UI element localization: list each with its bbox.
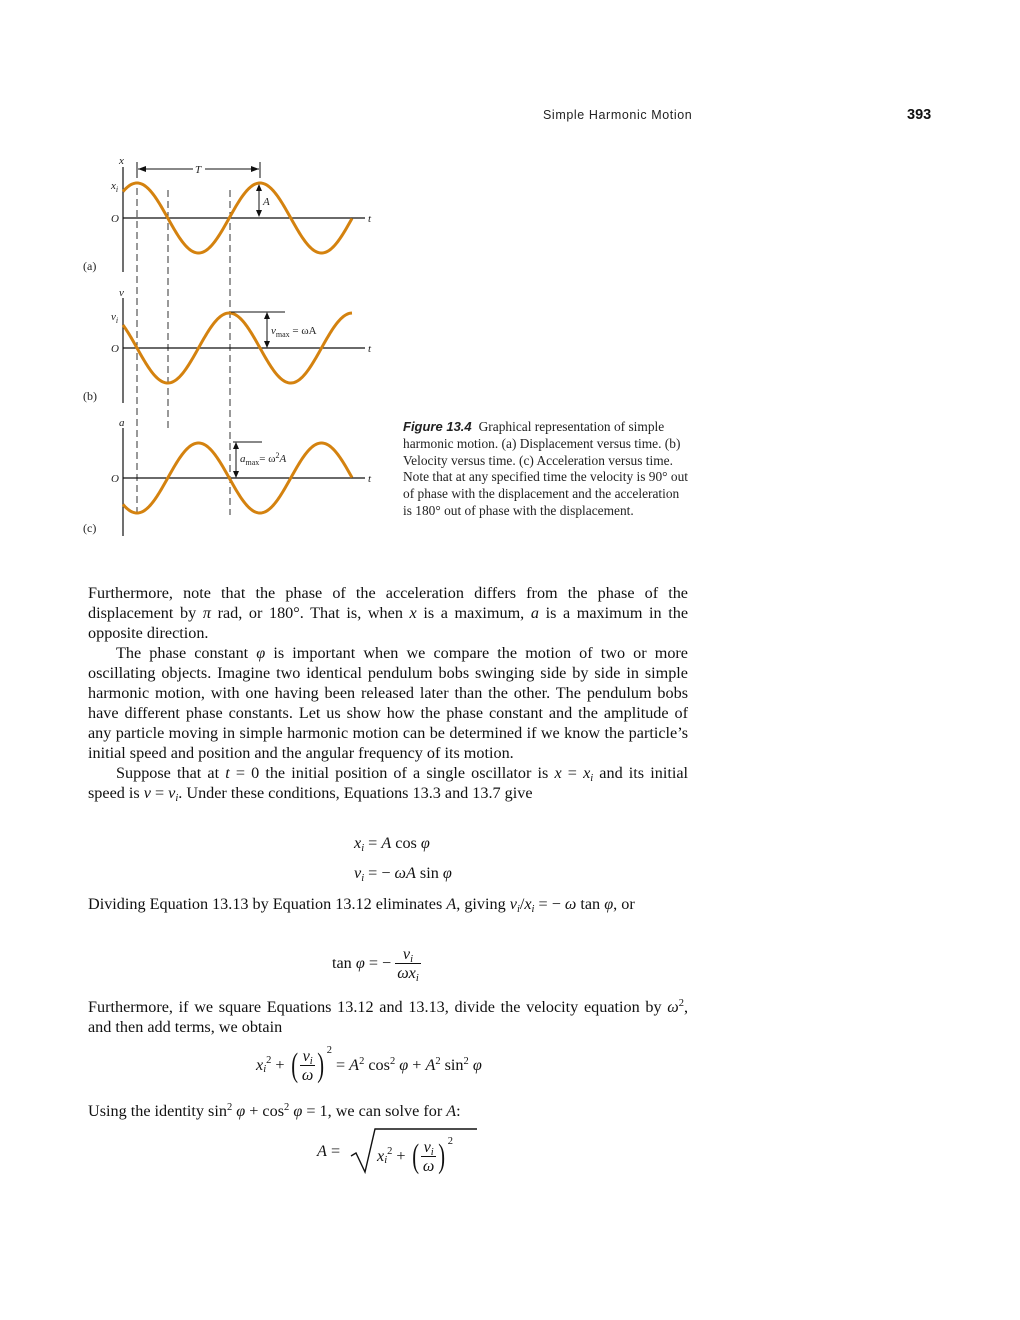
panel-a-t-label: t [368,213,372,225]
amax-arrow-bottom [233,471,239,478]
panel-a-label: (a) [83,259,97,273]
panel-c [83,417,372,536]
panel-c-label: (c) [83,521,97,535]
panel-a-axis-label: x [119,155,124,167]
body-block-1 [88,583,688,803]
equation-13-12: $x_i = A$ cos φ [354,834,430,854]
paragraph-2: The phase constant φ is important when we compare the motion of two or more oscillating objects. Imagine two identical pendulum bobs swinging side by side in simple harmonic motion, with one having been released later than the other. The pendulum bobs have different phase constants. Let us show how the phase constant and the amplitude of any particle moving in simple harmonic motion can be determined if we know the particle’s initial speed and position and the angular frequency of its motion. [88,644,688,762]
amplitude-label: A [263,196,270,208]
equation-13-13: $v_i$ = − ωA sin φ [354,864,452,884]
panel-b-origin-label: O [111,343,119,355]
body-block-3 [88,997,688,1037]
panel-b-t-label: t [368,343,372,355]
panel-b-initial-label: $v_i$ [111,311,119,325]
paragraph-4: Dividing Equation 13.13 by Equation 13.12 eliminates A, giving $v_i/x_i$ = − ω tan φ, or [88,895,635,915]
panel-b-axis-label: v [119,287,124,299]
squared-sum-fraction: $\frac{v_i}{\omega}$ [301,1047,314,1084]
panel-a [83,155,372,273]
panel-b [83,287,372,403]
panel-c-origin-label: O [111,473,119,485]
vmax-label: $v_{max} = \omega A$ [271,325,317,339]
panel-a-origin-label: O [111,213,119,225]
amplitude-fraction: $\frac{v_i}{\omega}$ [422,1138,435,1175]
vmax-arrow-bottom [264,341,270,348]
equation-squared-sum: $x_i^2$ + ( $\frac{v_i}{\omega}$ ) $^2 = A^2$ $\cos^2 \varphi + A^2$ $\sin^2 \varphi$ [256,1045,482,1084]
running-head-title: Simple Harmonic Motion [543,108,693,122]
period-label: T [195,164,202,176]
body-block-2 [88,894,688,914]
period-arrow-left [138,166,146,172]
caption-title: Figure 13.4 [403,419,472,434]
equation-tan-phi: tan φ = − $\frac{v_i}{\omega x_i}$ [332,945,419,984]
panel-b-label: (b) [83,389,97,403]
tan-phi-fraction: $\frac{v_i}{\omega x_i}$ [397,945,419,984]
vmax-arrow-top [264,312,270,319]
page-number: 393 [907,107,932,123]
equation-amplitude: A = $x_i^2$ + ( $\frac{v_i}{\omega}$ ) $^2$ [317,1126,477,1176]
caption-text: Graphical representation of simple harmonic motion. (a) Displacement versus time. (b) Velocity versus time. (c) Acceleration versus time. Note that at any specified time the velocity is 90° out of phase with the displacement and the acceleration is 180° out of phase with the displacement. [403,419,688,518]
amax-label: $a_{max}= \omega^2A$ [240,451,287,467]
amplitude-arrow-top [256,184,262,191]
paragraph-6: Using the identity $\sin^2 \varphi + \cos^2 \varphi = 1$, we can solve for A: [88,1102,461,1120]
panel-a-initial-label: $x_i$ [111,180,119,194]
figure-caption [403,419,691,520]
paragraph-3: Suppose that at t = 0 the initial position of a single oscillator is $x = x_i$ and its initial speed is $v = v_i$. Under these conditions, Equations 13.3 and 13.7 give [88,764,688,804]
paragraph-1: Furthermore, note that the phase of the acceleration differs from the phase of the displacement by π rad, or 180°. That is, when x is a maximum, a is a maximum in the opposite direction. [88,584,689,642]
paragraph-5: Furthermore, if we square Equations 13.12 and 13.13, divide the velocity equation by $\omega^2$, and then add terms, we obtain [88,998,688,1036]
panel-c-t-label: t [368,473,372,485]
period-arrow-right [251,166,259,172]
amax-arrow-top [233,442,239,449]
panel-c-axis-label: a [119,417,125,429]
body-block-4 [88,1101,688,1121]
amplitude-arrow-bottom [256,210,262,217]
